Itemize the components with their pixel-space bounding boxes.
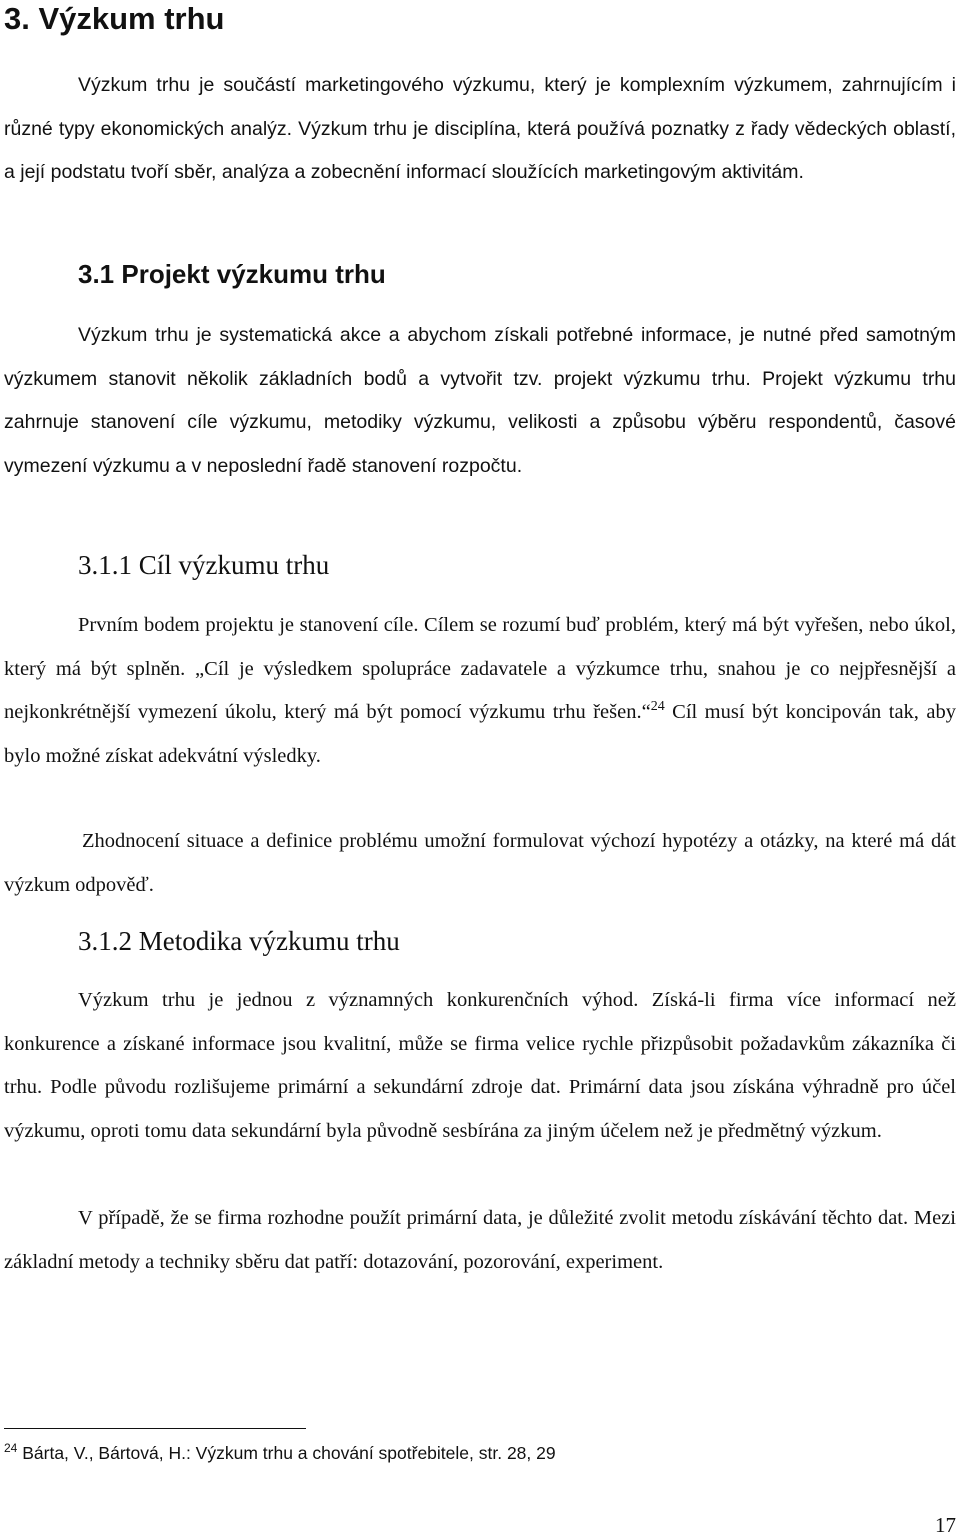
section-heading-3-1-1: 3.1.1 Cíl výzkumu trhu (78, 550, 330, 580)
paragraph-text-continued: Cíl musí být koncipován tak, aby bylo možné získat adekvátní výsledky. (4, 701, 956, 767)
footnote-reference: 24 (650, 699, 665, 715)
section-heading-3-1-2: 3.1.2 Metodika výzkumu trhu (78, 926, 400, 956)
section-3-1-2-paragraph-1: Výzkum trhu je jednou z významných konkurenčních výhod. Získá-li firma více informací než konkurence a získané informace jsou kvalitní, může se firma velice rychle přizpůsobit požadavkům zákazníka či trhu. Podle původu rozlišujeme primární a sekundární zdroje dat. Primární data jsou získána výhradně pro účel výzkumu, oproti tomu data sekundární byla původně sesbírána za jiným účelem než je předmětný výzkum. (4, 989, 956, 1142)
footnote-separator (4, 1428, 306, 1429)
intro-paragraph: Výzkum trhu je součástí marketingového výzkumu, který je komplexním výzkumem, zahrnujícím i různé typy ekonomických analýz. Výzkum trhu je disciplína, která používá poznatky z řady vědeckých oblastí, a její podstatu tvoří sběr, analýza a zobecnění informací sloužících marketingovým aktivitám. (4, 74, 956, 183)
footnote-number: 24 (4, 1441, 18, 1456)
chapter-heading: 3. Výzkum trhu (4, 1, 225, 36)
section-3-1-1-paragraph-2: Zhodnocení situace a definice problému umožní formulovat výchozí hypotézy a otázky, na které má dát výzkum odpověď. (4, 830, 956, 896)
paragraph-text: Prvním bodem projektu je stanovení cíle. Cílem se rozumí buď problém, který má být vyřešen, nebo úkol, který má být splněn. „Cíl je výsledkem spolupráce zadavatele a výzkumce trhu, snahou je co nejpřesnější a nejkonkrétnější vymezení úkolu, který má být pomocí výzkumu trhu řešen.“ (4, 614, 956, 723)
section-heading-3-1: 3.1 Projekt výzkumu trhu (78, 259, 386, 289)
section-3-1-1-paragraph-1 (4, 604, 956, 778)
footnote (4, 1440, 556, 1466)
page-number: 17 (935, 1513, 956, 1537)
section-3-1-2-paragraph-2: V případě, že se firma rozhodne použít primární data, je důležité zvolit metodu získávání těchto dat. Mezi základní metody a techniky sběru dat patří: dotazování, pozorování, experiment. (4, 1207, 956, 1273)
footnote-text: Bárta, V., Bártová, H.: Výzkum trhu a chování spotřebitele, str. 28, 29 (17, 1443, 556, 1463)
section-3-1-paragraph: Výzkum trhu je systematická akce a abychom získali potřebné informace, je nutné před samotným výzkumem stanovit několik základních bodů a vytvořit tzv. projekt výzkumu trhu. Projekt výzkumu trhu zahrnuje stanovení cíle výzkumu, metodiky výzkumu, velikosti a způsobu výběru respondentů, časové vymezení výzkumu a v neposlední řadě stanovení rozpočtu. (4, 324, 956, 477)
